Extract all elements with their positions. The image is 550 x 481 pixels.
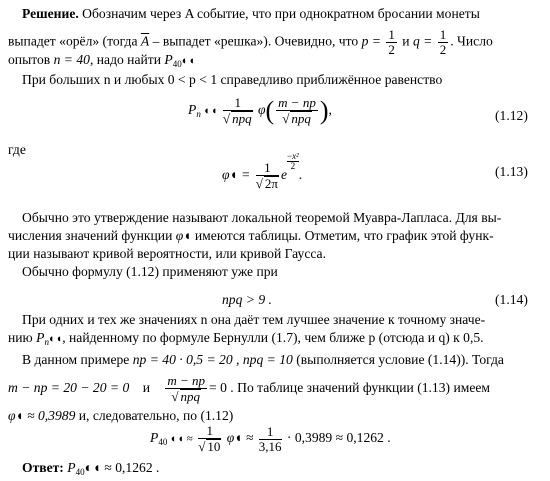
phi-value: φ◖ ≈ 0,3989 bbox=[8, 408, 76, 423]
answer-p: P bbox=[67, 460, 76, 475]
eq-tail: · 0,3989 ≈ 0,1262 . bbox=[286, 430, 391, 446]
fraction bbox=[256, 161, 279, 191]
sqrt-radicand: 2π bbox=[264, 175, 278, 191]
phi-symbol: φ◖ ≈ bbox=[226, 430, 254, 446]
solution-heading: Решение. bbox=[22, 6, 79, 21]
phi-symbol: φ bbox=[257, 102, 266, 118]
fraction bbox=[198, 424, 221, 454]
text-fragment: В данном примере bbox=[22, 352, 130, 367]
paragraph-accuracy-line2 bbox=[8, 330, 544, 350]
equation-number: (1.13) bbox=[495, 164, 528, 179]
exp-num: x² bbox=[292, 151, 299, 161]
frac-num: 1 bbox=[439, 27, 447, 42]
eq-tail: . bbox=[298, 167, 303, 182]
frac-den: 2 bbox=[388, 42, 395, 57]
np-value: np = 40 · 0,5 = 20 , bbox=[132, 352, 240, 367]
q-equals: q = bbox=[412, 33, 433, 49]
equation-1-12: $P_n$ ◐◖ $\frac{1}{\text{√ npq}}$ φ( $\frac{m - np}{\text{√ npq}}$ ), bbox=[188, 95, 332, 126]
text-fragment: , надо найти bbox=[89, 52, 161, 67]
paragraph-solution-line3 bbox=[8, 52, 544, 72]
eq-lhs: P bbox=[150, 430, 159, 446]
garbled-glyph: ◐◖ bbox=[181, 55, 195, 67]
sub-40: 40 bbox=[172, 59, 182, 69]
npq-value: npq = 10 bbox=[242, 352, 293, 367]
frac-num: 1 bbox=[259, 425, 282, 440]
paragraph-example-line2 bbox=[8, 374, 544, 404]
exponent: $\frac{\text{−x²}}{2}$ bbox=[286, 151, 299, 171]
answer-line bbox=[22, 460, 159, 480]
equation-1-13 bbox=[222, 152, 302, 191]
text-fragment: имеются таблицы. Отметим, что график этой функ- bbox=[194, 228, 494, 243]
sub-n: n bbox=[44, 337, 49, 347]
where-label: где bbox=[8, 142, 26, 157]
frac-den: √ 2π bbox=[255, 175, 278, 191]
paragraph-theorem-line1: Обычно это утверждение называют локальной теоремой Муавра-Лапласа. Для вы- bbox=[22, 210, 502, 225]
pn-symbol: P bbox=[36, 330, 45, 345]
paragraph-example-line1 bbox=[22, 352, 544, 368]
text-fragment: , найденному по формуле Бернулли (1.7), чем ближе p (отсюда и q) к 0,5. bbox=[62, 330, 484, 345]
eq-mid: ◐◖ ≈ bbox=[170, 433, 193, 446]
text-fragment: опытов bbox=[8, 52, 51, 67]
garbled-glyph: ◐◖ bbox=[204, 105, 218, 118]
eq-sub: 40 bbox=[158, 437, 168, 448]
exp-den: 2 bbox=[287, 161, 299, 171]
text-fragment: (выполняется условие (1.14)). Тогда bbox=[296, 352, 504, 367]
frac-den: √ npq bbox=[222, 111, 252, 126]
answer-value: ◐◖ ≈ 0,1262 . bbox=[84, 460, 160, 475]
frac-den: √ npq bbox=[282, 111, 311, 126]
sqrt-radicand: npq bbox=[232, 111, 252, 126]
frac-num: 1 bbox=[388, 27, 395, 42]
text-fragment: числения значений функции bbox=[8, 228, 173, 243]
sqrt-radicand: npq bbox=[180, 389, 201, 404]
n-equals: n = 40 bbox=[53, 52, 90, 67]
frac-den: √ npq bbox=[171, 389, 201, 404]
paragraph-solution-line1 bbox=[8, 6, 544, 22]
frac-num: 1 bbox=[256, 161, 279, 176]
fraction bbox=[259, 425, 282, 454]
answer-sub: 40 bbox=[75, 467, 85, 477]
text-fragment: и bbox=[402, 33, 410, 49]
complement-a: $\overline{A}$ bbox=[140, 33, 150, 49]
frac-den: √ 10 bbox=[198, 439, 221, 454]
frac-num: m − np bbox=[167, 373, 206, 388]
eq-lhs: P bbox=[188, 102, 197, 118]
equation-1-14: npq > 9 . bbox=[222, 292, 272, 307]
exp-base: e bbox=[280, 167, 287, 182]
frac-num: 1 bbox=[223, 96, 253, 111]
sqrt-radicand: 10 bbox=[207, 439, 221, 454]
frac-num: 1 bbox=[198, 424, 221, 439]
equation-number: (1.14) bbox=[495, 292, 528, 307]
p-equals: p = bbox=[361, 33, 381, 49]
sqrt-radicand: npq bbox=[291, 111, 311, 126]
paragraph-theorem-line3: ции называют кривой вероятности, или кривой Гаусса. bbox=[8, 246, 326, 261]
frac-den: 2 bbox=[439, 42, 447, 57]
text-fragment: – выпадет «решка»). Очевидно, что bbox=[152, 33, 359, 49]
equation-final bbox=[150, 424, 391, 454]
paragraph-usage: Обычно формулу (1.12) применяют уже при bbox=[22, 264, 278, 279]
fraction bbox=[276, 96, 318, 126]
text-fragment: и, следовательно, по (1.12) bbox=[78, 408, 234, 423]
fraction bbox=[165, 374, 207, 404]
frac-den: 3,16 bbox=[258, 438, 282, 454]
paragraph-accuracy-line1: При одних и тех же значениях n она даёт тем лучшее значение к точному значе- bbox=[22, 312, 486, 327]
paragraph-approx: При больших n и любых 0 < p < 1 справедливо приближённое равенство bbox=[22, 72, 443, 87]
text-fragment: и bbox=[142, 380, 150, 396]
m-np-value: m − np = 20 − 20 = 0 bbox=[8, 380, 130, 396]
text-fragment: . Число bbox=[450, 33, 493, 49]
garbled-glyph: ◐◖ bbox=[48, 333, 63, 345]
paragraph-theorem-line2 bbox=[8, 228, 544, 244]
eq-tail: , bbox=[328, 102, 332, 118]
eq-sub: n bbox=[196, 109, 201, 120]
text-fragment: = 0 . bbox=[209, 380, 234, 396]
text-fragment: выпадет «орёл» (тогда bbox=[8, 33, 138, 49]
text-fragment: По таблице значений функции (1.13) имеем bbox=[237, 380, 491, 396]
p40-symbol: P bbox=[164, 52, 173, 67]
solution-text: Обозначим через A событие, что при однократном бросании монеты bbox=[82, 6, 480, 21]
equation-number: (1.12) bbox=[495, 108, 528, 123]
paragraph-example-line3 bbox=[8, 408, 544, 424]
phi-symbol: φ◖ bbox=[175, 228, 192, 243]
answer-label: Ответ: bbox=[22, 460, 64, 475]
frac-num: m − np bbox=[278, 95, 316, 110]
eq-lhs: φ◖ = bbox=[222, 167, 251, 182]
text-fragment: нию bbox=[8, 330, 33, 345]
fraction bbox=[223, 96, 253, 126]
